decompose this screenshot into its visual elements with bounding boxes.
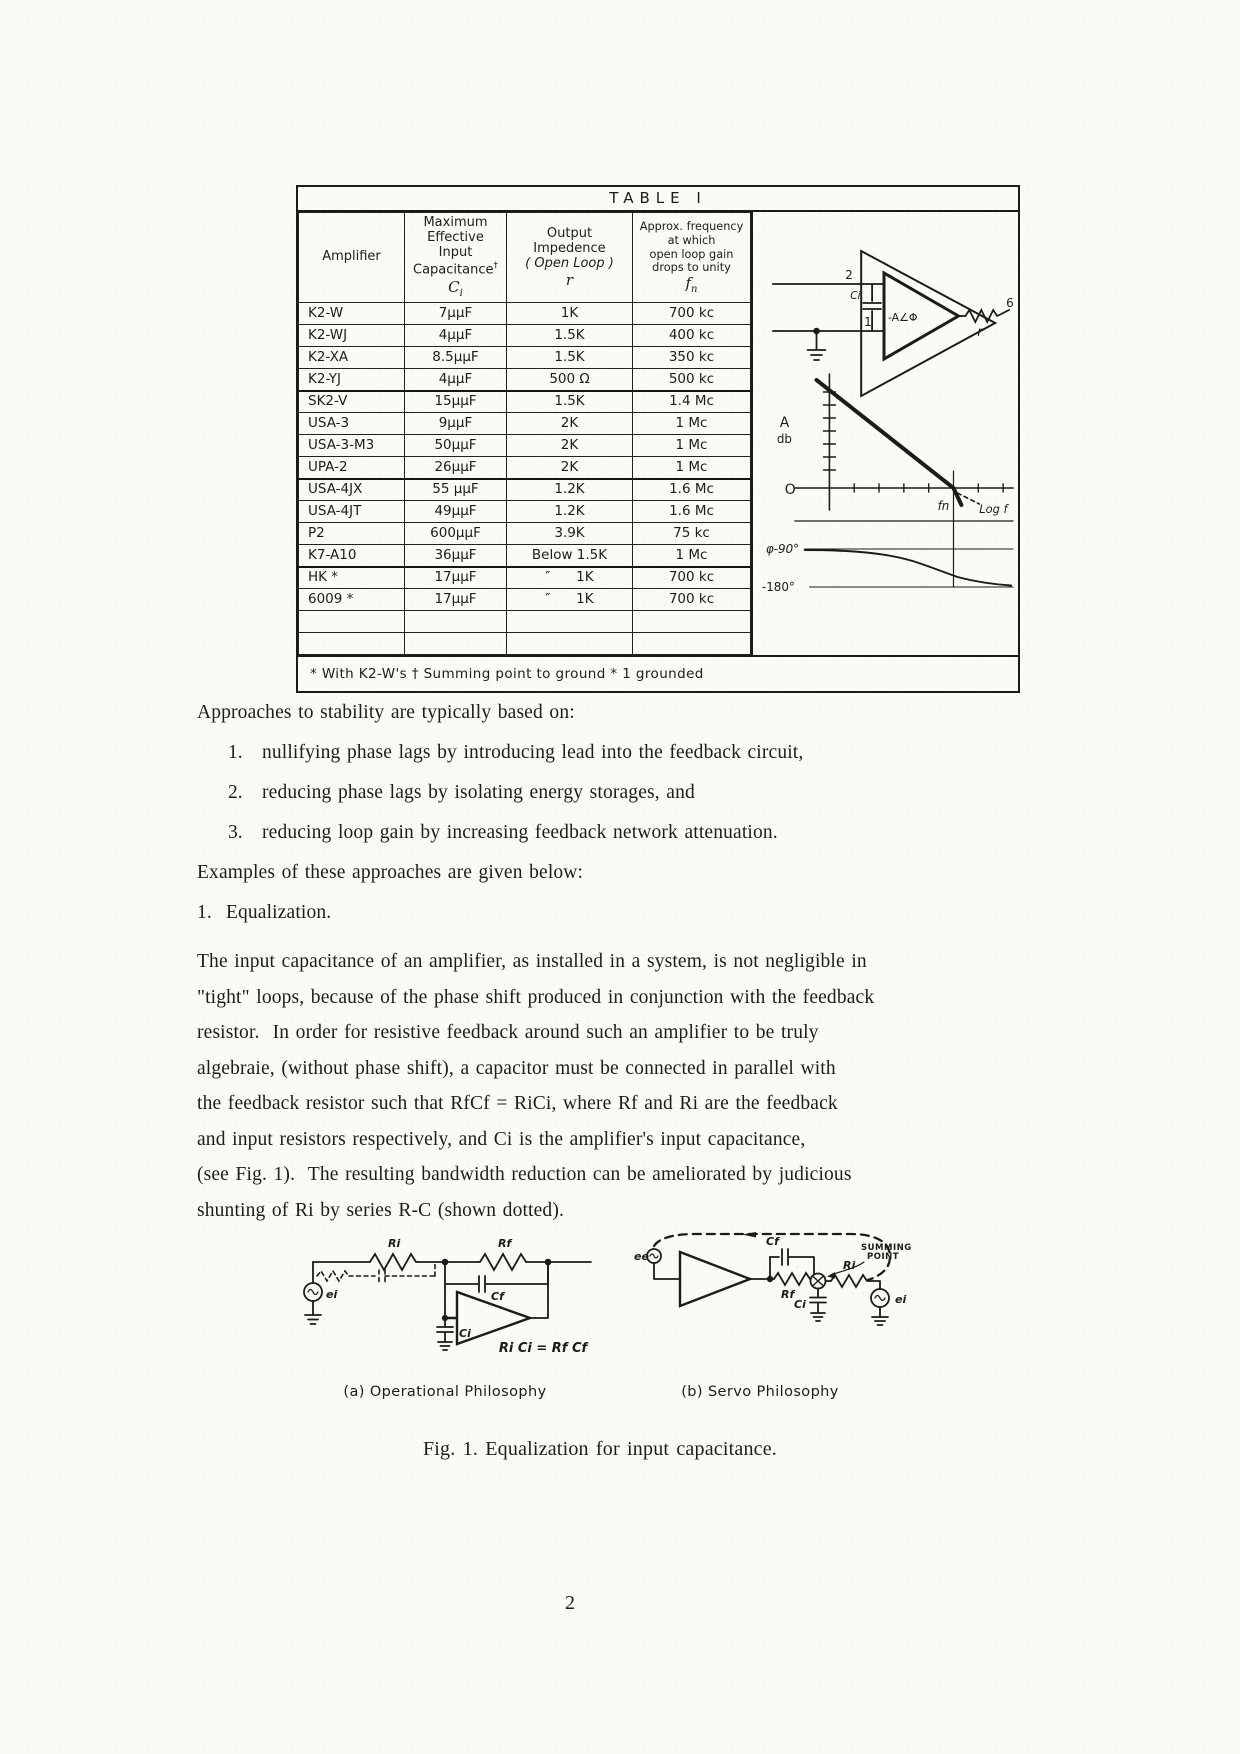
ei-label: ei: [895, 1293, 907, 1306]
table-footnote: * With K2-W's † Summing point to ground * 1 grounded: [298, 655, 1018, 691]
gain-axis-db-label: db: [776, 431, 792, 447]
table-row: [299, 457, 751, 479]
table-cell: 15μμF: [405, 391, 507, 413]
terminal-2-label: 2: [845, 267, 853, 283]
table-cell: 4μμF: [405, 369, 507, 391]
amp-triangle: [445, 1292, 530, 1344]
table-cell: 1 Mc: [633, 457, 751, 479]
phase-plot: [795, 521, 1013, 587]
list-item-number: 3.: [228, 822, 243, 843]
table-cell: 1K: [507, 303, 633, 325]
ground-symbol: [305, 1301, 321, 1324]
table-cell: 1 Mc: [633, 435, 751, 457]
table-cell: K7-A10: [299, 545, 405, 567]
table-row: [299, 413, 751, 435]
ci-label: Ci: [459, 1327, 471, 1340]
table-cell: [299, 633, 405, 655]
input-wire: [654, 1263, 680, 1279]
table-cell: 1 Mc: [633, 413, 751, 435]
circuit-b-caption: (b) Servo Philosophy: [681, 1384, 839, 1400]
table-cell: Below 1.5K: [507, 545, 633, 567]
table-cell: USA-3-M3: [299, 435, 405, 457]
table-cell: 1.5K: [507, 347, 633, 369]
table-cell: 500 Ω: [507, 369, 633, 391]
table-cell: 600μμF: [405, 523, 507, 545]
table-row: [299, 303, 751, 325]
table-cell: 17μμF: [405, 567, 507, 589]
table-cell: 26μμF: [405, 457, 507, 479]
gain-axis-a-label: A: [779, 414, 790, 432]
table-row: [299, 325, 751, 347]
table-cell: HK *: [299, 567, 405, 589]
table-cell: [299, 611, 405, 633]
table-cell: ″ 1K: [507, 567, 633, 589]
ri-label: Ri: [843, 1259, 856, 1272]
table-row: [299, 347, 751, 369]
figure-caption: Fig. 1. Equalization for input capacitance.: [422, 1438, 778, 1460]
table-row: [299, 369, 751, 391]
table-cell: [507, 611, 633, 633]
list-item-text: reducing loop gain by increasing feedback network attenuation.: [262, 822, 778, 843]
table-cell: [405, 633, 507, 655]
diagram-panel: [751, 212, 1018, 655]
circuit-a-caption: (a) Operational Philosophy: [343, 1384, 547, 1400]
loop-arrowhead: [742, 1232, 756, 1238]
examples-line: Examples of these approaches are given below:: [197, 862, 584, 883]
table-cell: 7μμF: [405, 303, 507, 325]
table-cell: 1 Mc: [633, 545, 751, 567]
equalization-heading: 1. Equalization.: [197, 902, 332, 923]
paragraph-line: (see Fig. 1). The resulting bandwidth reduction can be ameliorated by judicious: [197, 1164, 852, 1185]
paragraph-line: resistor. In order for resistive feedback around such an amplifier to be truly: [197, 1022, 819, 1043]
circuit-a: [295, 1232, 625, 1380]
table-cell: 17μμF: [405, 589, 507, 611]
table-cell: 700 kc: [633, 567, 751, 589]
table-header-row: [299, 213, 751, 303]
table-cell: 9μμF: [405, 413, 507, 435]
table-cell: K2-WJ: [299, 325, 405, 347]
ee-label: ee: [634, 1250, 649, 1263]
list-item-number: 2.: [228, 782, 243, 803]
col-input-capacitance: Maximum Effective Input Capacitance† $C_i$: [405, 213, 507, 303]
circuit-b: [628, 1232, 958, 1384]
table-cell: 500 kc: [633, 369, 751, 391]
paragraph-line: The input capacitance of an amplifier, as installed in a system, is not negligible in: [197, 951, 867, 972]
table-cell: SK2-V: [299, 391, 405, 413]
table-cell: 8.5μμF: [405, 347, 507, 369]
table-cell: 36μμF: [405, 545, 507, 567]
col-amplifier: Amplifier: [299, 213, 405, 303]
table-cell: 50μμF: [405, 435, 507, 457]
col-output-impedence: Output Impedence ( Open Loop ) r: [507, 213, 633, 303]
table-cell: 2K: [507, 457, 633, 479]
table-cell: K2-XA: [299, 347, 405, 369]
paragraph-line: algebraie, (without phase shift), a capacitor must be connected in parallel with: [197, 1057, 836, 1079]
gain-rolloff-line: [817, 380, 962, 505]
ri-label: Ri: [388, 1237, 401, 1250]
gain-label: -A∠Φ: [887, 310, 918, 325]
table-cell: 1.2K: [507, 501, 633, 523]
dashed-rc-shunt: [317, 1263, 435, 1282]
source-squiggle: [308, 1290, 318, 1295]
table-row: [299, 479, 751, 501]
paragraph-line: "tight" loops, because of the phase shift produced in conjunction with the feedback: [197, 986, 875, 1008]
stability-diagram: [753, 212, 1018, 655]
source-squiggle: [650, 1254, 658, 1258]
table-cell: 1.2K: [507, 479, 633, 501]
table-cell: 700 kc: [633, 303, 751, 325]
amplifier-table: [298, 212, 751, 655]
table-cell: 700 kc: [633, 589, 751, 611]
table-cell: 400 kc: [633, 325, 751, 347]
rf-label: Rf: [781, 1288, 795, 1301]
rf-resistor: [770, 1273, 811, 1285]
table-cell: ″ 1K: [507, 589, 633, 611]
summing-label-1: SUMMING: [861, 1243, 912, 1253]
table-cell: 2K: [507, 413, 633, 435]
table-row: [299, 391, 751, 413]
table-cell: USA-4JX: [299, 479, 405, 501]
table-cell: 1.6 Mc: [633, 501, 751, 523]
table-row: [299, 633, 751, 655]
list-item-text: reducing phase lags by isolating energy storages, and: [262, 782, 695, 803]
page-number: 2: [565, 1592, 575, 1614]
ground-symbol: [872, 1307, 888, 1325]
paragraph-line: shunting of Ri by series R-C (shown dotted).: [197, 1199, 564, 1221]
table-title: TABLE I: [298, 187, 1018, 212]
table-cell: 1.5K: [507, 391, 633, 413]
table-cell: 6009 *: [299, 589, 405, 611]
table-cell: USA-4JT: [299, 501, 405, 523]
logf-label: Log f: [979, 501, 1008, 517]
ci-label: Ci: [850, 289, 861, 303]
table-cell: 1.6 Mc: [633, 479, 751, 501]
list-item-number: 1.: [228, 742, 243, 763]
table-cell: USA-3: [299, 413, 405, 435]
summing-x: [813, 1277, 823, 1286]
ground-symbol: [808, 331, 826, 360]
table-cell: UPA-2: [299, 457, 405, 479]
table-cell: [507, 633, 633, 655]
phase-90-label: φ-90°: [765, 541, 800, 557]
table-cell: P2: [299, 523, 405, 545]
table-cell: 4μμF: [405, 325, 507, 347]
table-row: [299, 523, 751, 545]
ei-label: ei: [326, 1288, 338, 1301]
phase-curve: [805, 550, 1011, 586]
paragraph-line: the feedback resistor such that RfCf = RiCi, where Rf and Ri are the feedback: [197, 1093, 838, 1114]
output-wire: [530, 1262, 548, 1318]
table-row: [299, 611, 751, 633]
cf-label: Cf: [766, 1235, 779, 1248]
gain-plot: [795, 374, 1013, 587]
table-row: [299, 567, 751, 589]
terminal-6-label: 6: [1006, 295, 1014, 311]
cf-label: Cf: [491, 1290, 504, 1303]
table-cell: 350 kc: [633, 347, 751, 369]
summing-label-2: POINT: [867, 1252, 900, 1262]
phase-180-label: -180°: [761, 579, 795, 595]
table-row: [299, 545, 751, 567]
ci-label: Ci: [794, 1298, 806, 1311]
fn-label: fn: [937, 498, 950, 514]
table-cell: 75 kc: [633, 523, 751, 545]
table-cell: [633, 611, 751, 633]
origin-label: O: [784, 481, 796, 499]
ci-capacitor: [437, 1318, 453, 1350]
table-1-box: [296, 185, 1020, 693]
output-resistor: [958, 310, 1009, 322]
terminal-1-label: 1: [864, 314, 872, 330]
table-cell: K2-W: [299, 303, 405, 325]
equalization-paragraph: [197, 944, 1057, 1228]
equation-label: Ri Ci = Rf Cf: [498, 1341, 588, 1356]
table-cell: 3.9K: [507, 523, 633, 545]
source-squiggle: [875, 1296, 885, 1301]
table-row: [299, 589, 751, 611]
list-item-text: nullifying phase lags by introducing lead into the feedback circuit,: [262, 742, 804, 763]
rf-label: Rf: [498, 1237, 512, 1250]
table-cell: [405, 611, 507, 633]
table-cell: 55 μμF: [405, 479, 507, 501]
table-cell: 1.5K: [507, 325, 633, 347]
table-cell: 49μμF: [405, 501, 507, 523]
table-cell: [633, 633, 751, 655]
table-cell: K2-YJ: [299, 369, 405, 391]
table-cell: 1.4 Mc: [633, 391, 751, 413]
table-row: [299, 501, 751, 523]
table-row: [299, 435, 751, 457]
r-label: r: [977, 324, 983, 341]
approaches-heading: Approaches to stability are typically based on:: [197, 702, 575, 723]
ci-capacitor: [810, 1289, 826, 1322]
table-cell: 2K: [507, 435, 633, 457]
col-unity-frequency: Approx. frequency at which open loop gain drops to unity $f_n$: [633, 213, 751, 303]
pointer-arrowhead: [827, 1272, 835, 1279]
paragraph-line: and input resistors respectively, and Ci is the amplifier's input capacitance,: [197, 1128, 806, 1150]
amp-triangle: [680, 1252, 750, 1306]
